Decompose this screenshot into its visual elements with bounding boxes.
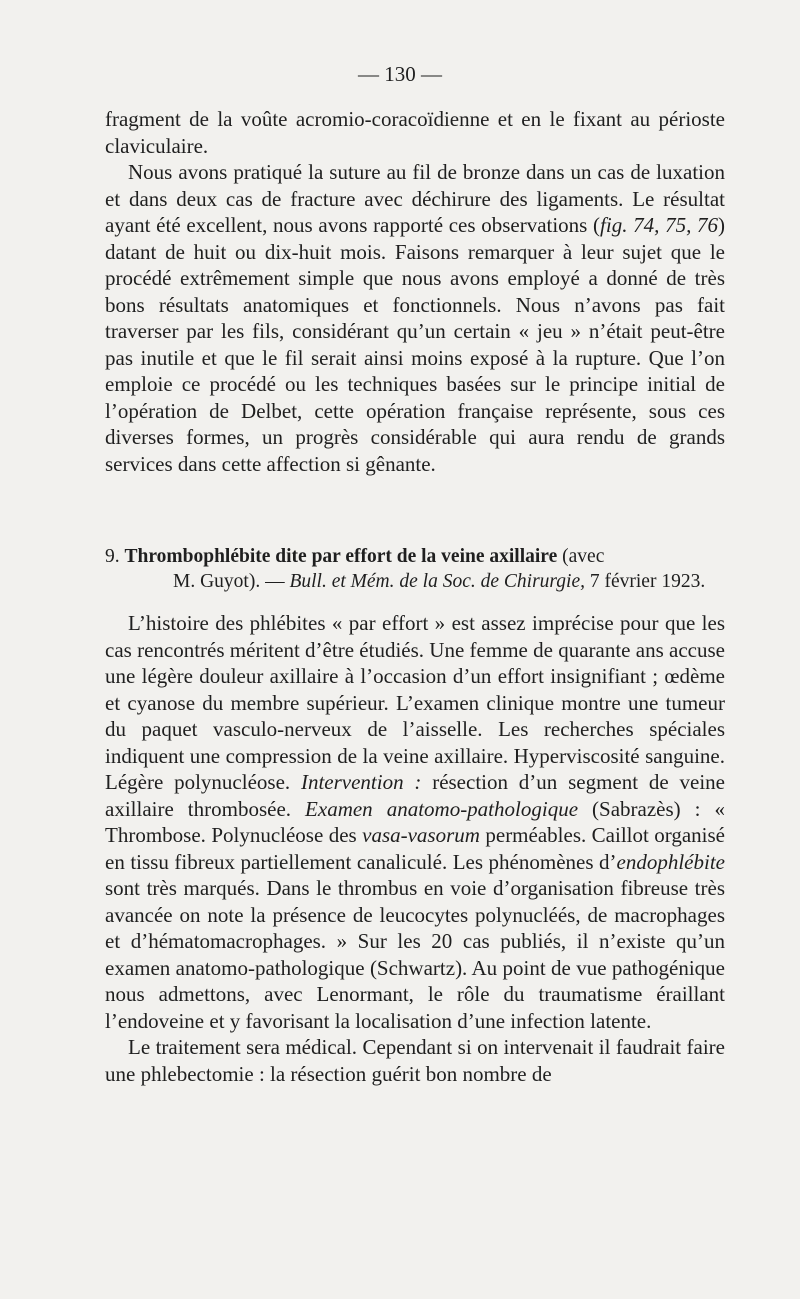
paragraph-phlebite: L’histoire des phlébites « par effort » est assez imprécise pour que les cas rencontrés méritent d’être étudiés. Une femme de quarante ans accuse une légère douleur axillaire à l’occasion d’un effort insignifiant ; œdème et cyanose du membre supérieur. L’examen clinique montre une tumeur du paquet vasculo-nerveux de l’aisselle. Les recherches spéciales indiquent une compression de la veine axillaire. Hyperviscosité sanguine. Légère polynucléose. Intervention : résection d’un segment de veine axillaire thrombosée. Examen anatomo-pathologique (Sabrazès) : « Thrombose. Polynucléose des vasa-vasorum perméables. Caillot organisé en tissu fibreux partiellement canaliculé. Les phénomènes d’endophlébite sont très marqués. Dans le thrombus en voie d’organisation fibreuse très avancée on note la présence de leucocytes polynucléés, de macrophages et d’hématomacrophages. » Sur les 20 cas publiés, il n’existe qu’un examen anatomo-pathologique (Schwartz). Au point de vue pathogénique nous admettons, avec Lenormant, le rôle du traumatisme éraillant l’endoveine et y favorisant la localisation d’une infection latente. (105, 611, 725, 1033)
paragraph-suture: Nous avons pratiqué la suture au fil de bronze dans un cas de luxation et dans deux cas de fracture avec déchirure des ligaments. Le résultat ayant été excellent, nous avons rapporté ces observations (fig. 74, 75, 76) datant de huit ou dix-huit mois. Faisons remarquer à leur sujet que le procédé extrêmement simple que nous avons employé a donné de très bons résultats anatomiques et fonctionnels. Nous n’avons pas fait traverser par les fils, considérant qu’un certain « jeu » n’était peut-être pas inutile et que le fil serait ainsi moins exposé à la rupture. Que l’on emploie ce procédé ou les techniques basées sur le principe initial de l’opération de Delbet, cette opération française représente, sous ces diverses formes, un progrès considérable qui aura rendu de grands services dans cette affection si gênante. (105, 160, 725, 476)
section-date: 7 février 1923. (589, 571, 706, 592)
page-number: — 130 — (358, 62, 442, 86)
section-heading-9: 9. Thrombophlébite dite par effort de la veine axillaire (avec M. Guyot). — Bull. et Mém. de la Soc. de Chirurgie, 7 février 1923. (105, 546, 706, 592)
figure-reference: fig. 74, 75, 76 (600, 213, 718, 237)
paragraph-traitement: Le traitement sera médical. Cependant si on intervenait il faudrait faire une phlebectomie : la résection guérit bon nombre de (105, 1035, 725, 1086)
section-number: 9. (105, 546, 120, 567)
text-block-bottom (105, 610, 725, 1087)
text-block-top (105, 106, 725, 477)
paragraph-continuation: fragment de la voûte acromio-coracoïdienne et en le fixant au périoste claviculaire. (105, 107, 725, 158)
section-title: Thrombophlébite dite par effort de la veine axillaire (124, 546, 558, 567)
section-journal: Bull. et Mém. de la Soc. de Chirurgie, (289, 571, 585, 592)
section-coauthor: M. Guyot). — (173, 571, 285, 592)
